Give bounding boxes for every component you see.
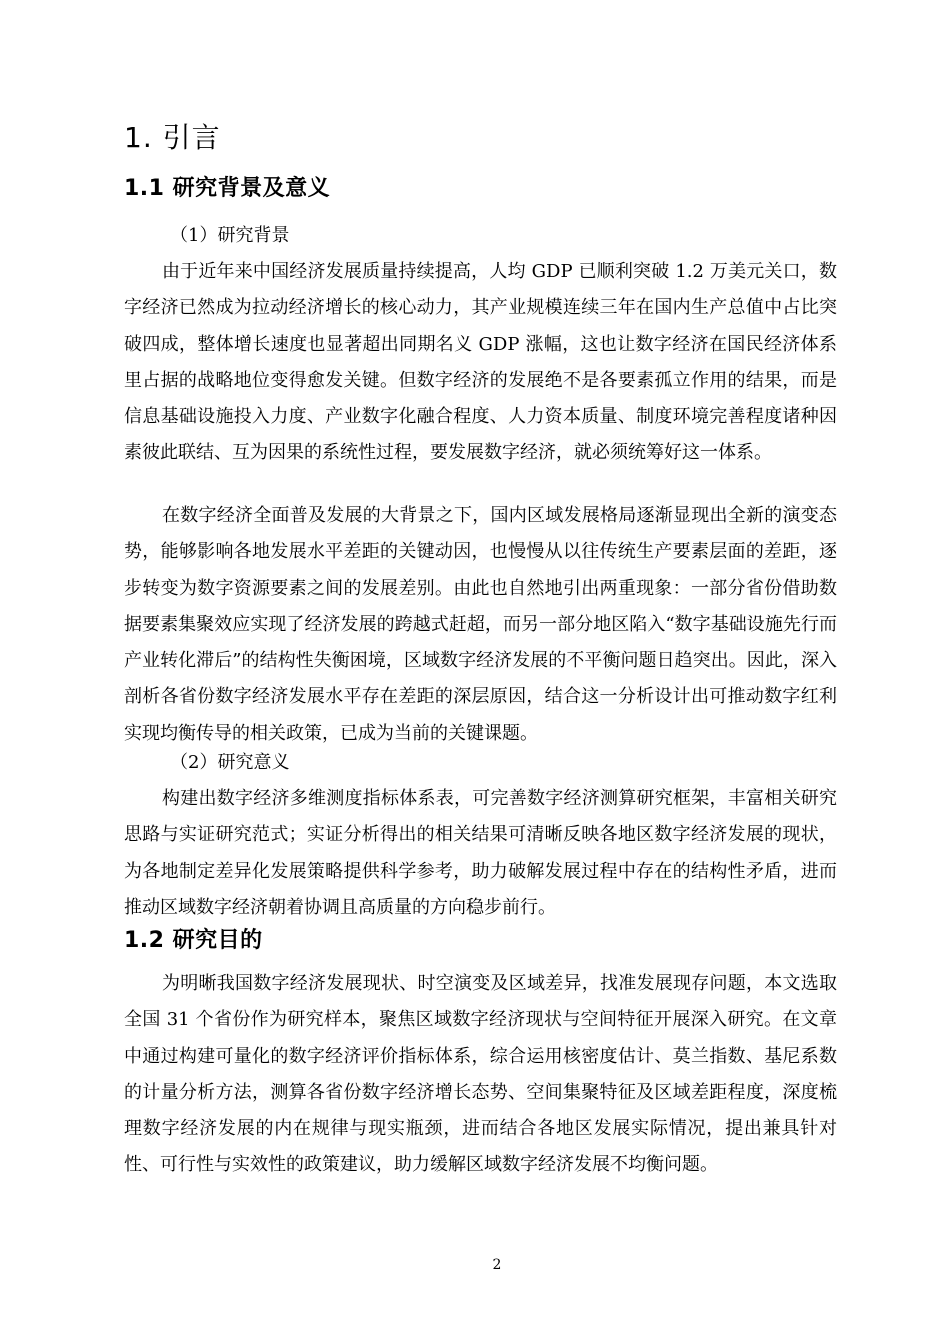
page-number: 2 xyxy=(492,1257,502,1273)
paragraph-background-2: 在数字经济全面普及发展的大背景之下，国内区域发展格局逐渐显现出全新的演变态势，能够影响各地发展水平差距的关键动因，也慢慢从以往传统生产要素层面的差距，逐步转变为数字资源要素之间的发展差别。由此也自然地引出两重现象：一部分省份借助数据要素集聚效应实现了经济发展的跨越式赶超，而另一部分地区陷入“数字基础设施先行而产业转化滞后”的结构性失衡困境，区域数字经济发展的不平衡问题日趋突出。因此，深入剖析各省份数字经济发展水平存在差距的深层原因，结合这一分析设计出可推动数字红利实现均衡传导的相关政策，已成为当前的关键课题。 xyxy=(124,505,837,744)
subheading-background: （1）研究背景 xyxy=(170,225,290,246)
subheading-significance: （2）研究意义 xyxy=(170,752,290,773)
section-heading-1-2: 1.2 研究目的 xyxy=(124,928,263,953)
paragraph-background-1: 由于近年来中国经济发展质量持续提高，人均 GDP 已顺利突破 1.2 万美元关口，数字经济已然成为拉动经济增长的核心动力，其产业规模连续三年在国内生产总值中占比突破四成，整体增长速度也显著超出同期名义 GDP 涨幅，这也让数字经济在国民经济体系里占据的战略地位变得愈发关键。但数字经济的发展绝不是各要素孤立作用的结果，而是信息基础设施投入力度、产业数字化融合程度、人力资本质量、制度环境完善程度诸种因素彼此联结、互为因果的系统性过程，要发展数字经济，就必须统筹好这一体系。 xyxy=(124,261,837,464)
section-heading-1-1: 1.1 研究背景及意义 xyxy=(124,176,331,201)
chapter-heading: 1. 引言 xyxy=(124,121,221,154)
paragraph-purpose: 为明晰我国数字经济发展现状、时空演变及区域差异，找准发展现存问题，本文选取全国 31 个省份作为研究样本，聚焦区域数字经济现状与空间特征开展深入研究。在文章中通过构建可量化的数字经济评价指标体系，综合运用核密度估计、莫兰指数、基尼系数的计量分析方法，测算各省份数字经济增长态势、空间集聚特征及区域差距程度，深度梳理数字经济发展的内在规律与现实瓶颈，进而结合各地区发展实际情况，提出兼具针对性、可行性与实效性的政策建议，助力缓解区域数字经济发展不均衡问题。 xyxy=(124,973,837,1176)
paragraph-significance: 构建出数字经济多维测度指标体系表，可完善数字经济测算研究框架，丰富相关研究思路与实证研究范式；实证分析得出的相关结果可清晰反映各地区数字经济发展的现状，为各地制定差异化发展策略提供科学参考，助力破解发展过程中存在的结构性矛盾，进而推动区域数字经济朝着协调且高质量的方向稳步前行。 xyxy=(124,788,837,918)
